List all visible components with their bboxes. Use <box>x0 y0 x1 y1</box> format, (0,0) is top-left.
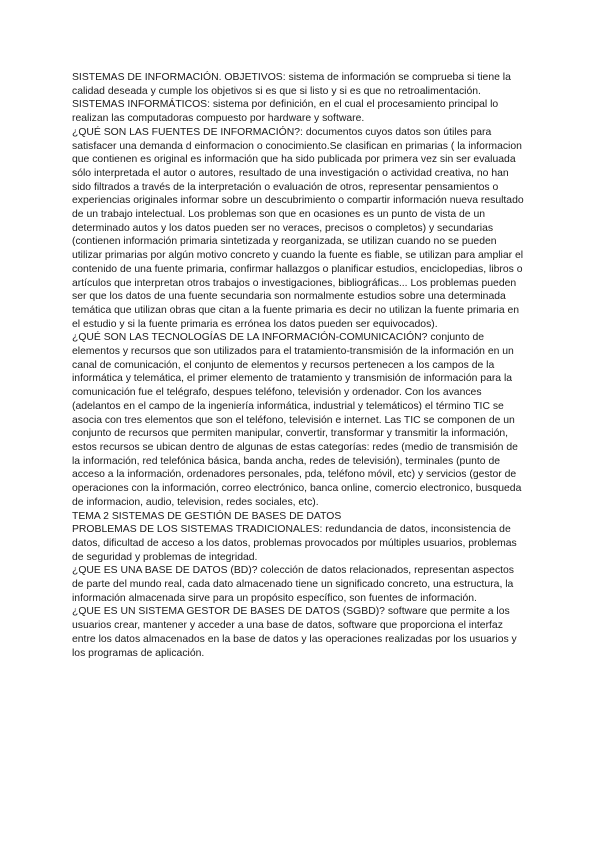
section-heading-tema-2: TEMA 2 SISTEMAS DE GESTIÓN DE BASES DE DATOS <box>72 510 342 522</box>
document-body <box>72 71 528 660</box>
paragraph-sistemas-informaticos: SISTEMAS INFORMÁTICOS: sistema por definición, en el cual el procesamiento principal lo realizan las computadoras compuesto por hardware y software. <box>72 99 499 125</box>
paragraph-tecnologias-informacion: ¿QUÉ SON LAS TECNOLOGÍAS DE LA INFORMACIÓN-COMUNICACIÓN? conjunto de elementos y recursos que son utilizados para el tratamiento-transmisión de la información en un canal de comunicación, el conjunto de elementos y recursos pertenecen a los campos de la informática y telemática, el primer elemento de tratamiento y transmisión de información para la comunicación fue el telégrafo, despues teléfono, televisión y ordenador. Con los avances (adelantos en el campo de la ingeniería informática, industrial y telemáticos) el término TIC se asocia con tres elementos que son el teléfono, televisión e internet. Las TIC se componen de un conjunto de recursos que permiten manipular, convertir, transformar y transmitir la información, estos recursos se ubican dentro de algunas de estas categorías: redes (medio de transmisión de la información, red telefónica básica, banda ancha, redes de televisión), terminales (punto de acceso a la información, ordenadores personales, pda, teléfono móvil, etc) y servicios (gestor de operaciones con la información, correo electrónico, banca online, comercio electronico, busqueda de informacion, audio, television, redes sociales, etc). <box>72 332 522 508</box>
paragraph-base-de-datos: ¿QUE ES UNA BASE DE DATOS (BD)? colección de datos relacionados, representan aspectos de parte del mundo real, cada dato almacenado tiene un significado concreto, una estructura, la información almacenada sirve para un propósito específico, son fuentes de información. <box>72 565 514 604</box>
paragraph-sistemas-informacion: SISTEMAS DE INFORMACIÓN. OBJETIVOS: sistema de información se comprueba si tiene la calidad deseada y cumple los objetivos si es que si listo y si es que no retroalimentación. <box>72 72 511 97</box>
paragraph-problemas-sistemas-tradicionales: PROBLEMAS DE LOS SISTEMAS TRADICIONALES: redundancia de datos, inconsistencia de datos, dificultad de acceso a los datos, problemas provocados por múltiples usuarios, problemas de seguridad y problemas de integridad. <box>72 524 517 563</box>
paragraph-fuentes-informacion: ¿QUÉ SON LAS FUENTES DE INFORMACIÓN?: documentos cuyos datos son útiles para satisfacer una demanda d einformacion o conocimiento.Se clasifican en primarias ( la informacion que contienen es original es información que ha sido publicada por primera vez sin ser evaluada sólo interpretada el autor o autores, resultado de una investigación o actividad creativa, no han sido filtrados a través de la interpretación o evaluación de otros, representar pensamientos o experiencias originales informar sobre un descubrimiento o compartir información nueva resultado de un trabajo intelectual. Los problemas son que en ocasiones es un punto de vista de un determinado autos y los datos pueden ser no veraces, precisos o completos) y secundarias (contienen información primaria sintetizada y reorganizada, se utilizan cuando no se pueden utilizar primarias por algún motivo concreto y cuando la fuente es fiable, se utilizan para ampliar el contenido de una fuente primaria, confirmar hallazgos o planificar estudios, enciclopedias, libros o artículos que interpretan otros trabajos o investigaciones, bibliográficas... Los problemas pueden ser que los datos de una fuente secundaria son normalmente estudios sobre una determinada temática que utilizan obras que citan a la fuente primaria es decir no utilizan la fuente primaria en el estudio y si la fuente primaria es errónea los datos pueden ser equivocados). <box>72 126 524 330</box>
paragraph-sgbd: ¿QUE ES UN SISTEMA GESTOR DE BASES DE DATOS (SGBD)? software que permite a los usuarios crear, mantener y acceder a una base de datos, software que proporciona el interfaz entre los datos almacenados en la base de datos y las operaciones realizadas por los usuarios y los programas de aplicación. <box>72 606 517 659</box>
